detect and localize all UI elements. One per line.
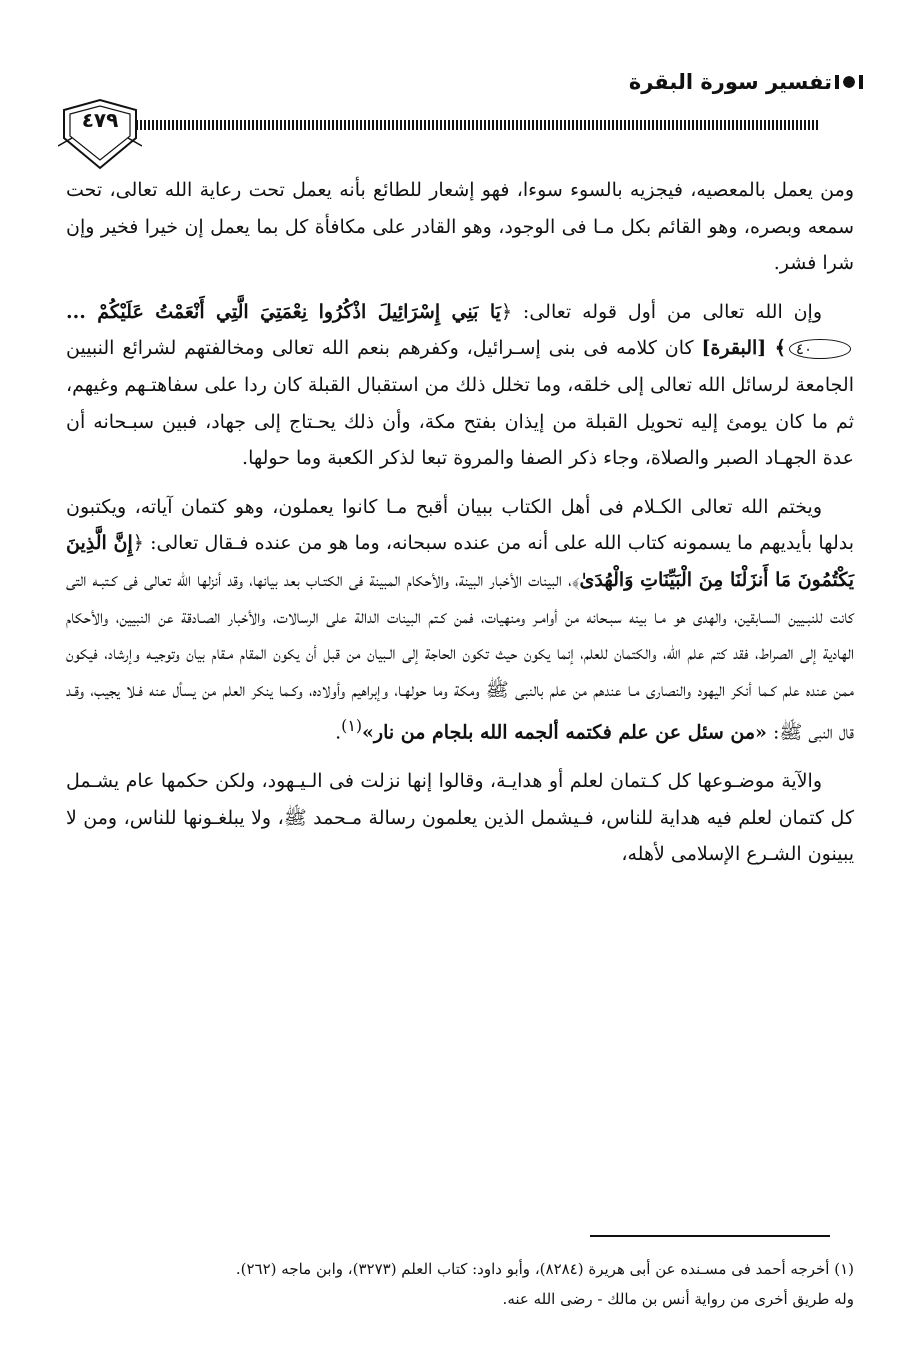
paragraph-2 <box>66 294 854 477</box>
quran-verse: يَا بَنِي إِسْرَائِيلَ اذْكُرُوا نِعْمَتِيَ الَّتِي أَنْعَمْتُ عَلَيْكُمْ ... <box>66 300 501 323</box>
hadith-quote: «من سئل عن علم فكتمه ألجمه الله بلجام من نار» <box>362 721 767 744</box>
p2-rest: كان كلامه فى بنى إسـرائيل، وكفرهم بنعم الله تعالى ومخالفتهم لشرائع النبيين الجامعة لرسائل الله تعالى إلى خلقه، وما تخلل ذلك من استقبال القبلة كان ردا على سفاهتـهم وغيهم، ثم ما كان يومئ إليه تحويل القبلة من إيذان بفتح مكة، وأن ذلك يحـتاج إلى جهاد، فبين سبـحانه أن عدة الجهـاد الصبر والصلاة، وجاء ذكر الصفا والمروة تبعا لذكر الكعبة وما حولها. <box>66 337 854 470</box>
ornament-icon <box>840 73 858 91</box>
paragraph-3: ويختم الله تعالى الكـلام فى أهل الكتاب ببيان أقبح مـا كانوا يعملون، وهو كتمان آياته، ويكتبون بدلها بأيديهم ما يسمونه كتاب الله على أنه من عنده سبحانه، وما هو من عنده فـقال تعالى: ﴿إِنَّ الَّذِينَ يَكْتُمُونَ مَا أَنزَلْنَا مِنَ الْبَيِّنَاتِ وَالْهُدَىٰ﴾، البينات الأخبار البينة، والأحكام المبينة فى الكتـاب بعد بيانها، وقد أنزلها الله تعالى فى كـتبـه التى كانت للنبـيين السـابقين، والهدى هو مـا بينه سبـحانه من أوامـر ومنهيات، فمن كـتم البينات الدالة على الرسالات، والأخبار الصـادقة عن النبيين، والأحكام الهادية إلى الصراط، فقد كتم علم الله، والكتمان للعلم، إنما يكون حيث تكون الحاجة إلى الـبيان من قبل أن يكون المقام مـقام بيان وتوجيـه وإرشاد، فيكون ممن عنده علم كـما أنكر اليهود والنصارى مـا عندهم من علم بالنبى ﷺ ومكة وما حولهـا، وإبراهيم وأولاده، وكـما ينكر العلم من يسأل عنه فـلا يجيب، وقـد قال النبى ﷺ: «من سئل عن علم فكتمه ألجمه الله بلجام من نار»$^{(١)}$. <box>66 495 854 744</box>
p3-intro: ويختم الله تعالى الكـلام فى أهل الكتاب ببيان أقبح مـا كانوا يعملون، وهو كتمان آياته، ويكتبون بدلها بأيديهم ما يسمونه كتاب الله على أنه من عنده سبحانه، وما هو من عنده فـقال تعالى: ﴿ <box>66 495 854 555</box>
footnote-marker[interactable]: (١) <box>341 716 363 736</box>
footnote-divider <box>590 1235 830 1237</box>
p2-intro: وإن الله تعالى من أول قوله تعالى: ﴿ <box>500 300 822 323</box>
running-header <box>629 70 858 94</box>
footnotes <box>66 1254 854 1314</box>
header-rule <box>132 120 820 130</box>
main-text <box>66 172 854 885</box>
ayah-number-marker: ٤٠ <box>789 339 851 359</box>
surah-reference: ﴾ [البقرة] <box>701 337 786 360</box>
footnote-1: (١) أخرجه أحمد فى مسـنده عن أبى هريرة (٨٢٨٤)، وأبو داود: كتاب العلم (٣٢٧٣)، وابن ماجه (٢٦٢). <box>235 1260 854 1278</box>
surah-title: تفسير سورة البقرة <box>628 70 832 94</box>
p3-rest: ﴾، البينات الأخبار البينة، والأحكام المبينة فى الكتـاب بعد بيانها، وقد أنزلها الله تعالى فى كـتبـه التى كانت للنبـيين السـابقين، والهدى هو مـا بينه سبـحانه من أوامـر ومنهيات، فمن كـتم البينات الدالة على الرسالات، والأخبار الصـادقة عن النبيين، والأحكام الهادية إلى الصراط، فقد كتم علم الله، والكتمان للعلم، إنما يكون حيث تكون الحاجة إلى الـبيان من قبل أن يكون المقام مـقام بيان وتوجيـه وإرشاد، فيكون ممن عنده علم كـما أنكر اليهود والنصارى مـا عندهم من علم بالنبى ﷺ ومكة وما حولهـا، وإبراهيم وأولاده، وكـما ينكر العلم من يسأل عنه فـلا يجيب، وقـد قال النبى ﷺ: <box>66 568 854 744</box>
paragraph-1: ومن يعمل بالمعصيه، فيجزيه بالسوء سوءا، فهو إشعار للطائع بأنه يعمل تحت رعاية الله تعالى، تحت سمعه وبصره، وهو القائم بكل مـا فى الوجود، وهو القادر على مكافأة كل بما يعمل إن خيرا فخير وإن شرا فشر. <box>66 179 854 275</box>
paragraph-4: والآية موضـوعها كل كـتمان لعلم أو هدايـة، وقالوا إنها نزلت فى الـيـهود، ولكن حكمها عام يشـمل كل كتمان لعلم فيه هداية للناس، فـيشمل الذين يعلمون رسالة مـحمد ﷺ، ولا يبلغـونها للناس، ومن لا يبينون الشـرع الإسلامى لأهله، <box>66 770 854 866</box>
quran-verse: إِنَّ الَّذِينَ يَكْتُمُونَ مَا أَنزَلْنَا مِنَ الْبَيِّنَاتِ وَالْهُدَىٰ <box>66 532 854 591</box>
page-number: ٤٧٩ <box>81 108 119 132</box>
footnote-1-continued: وله طريق أخرى من رواية أنس بن مالك - رضى الله عنه. <box>502 1290 854 1308</box>
